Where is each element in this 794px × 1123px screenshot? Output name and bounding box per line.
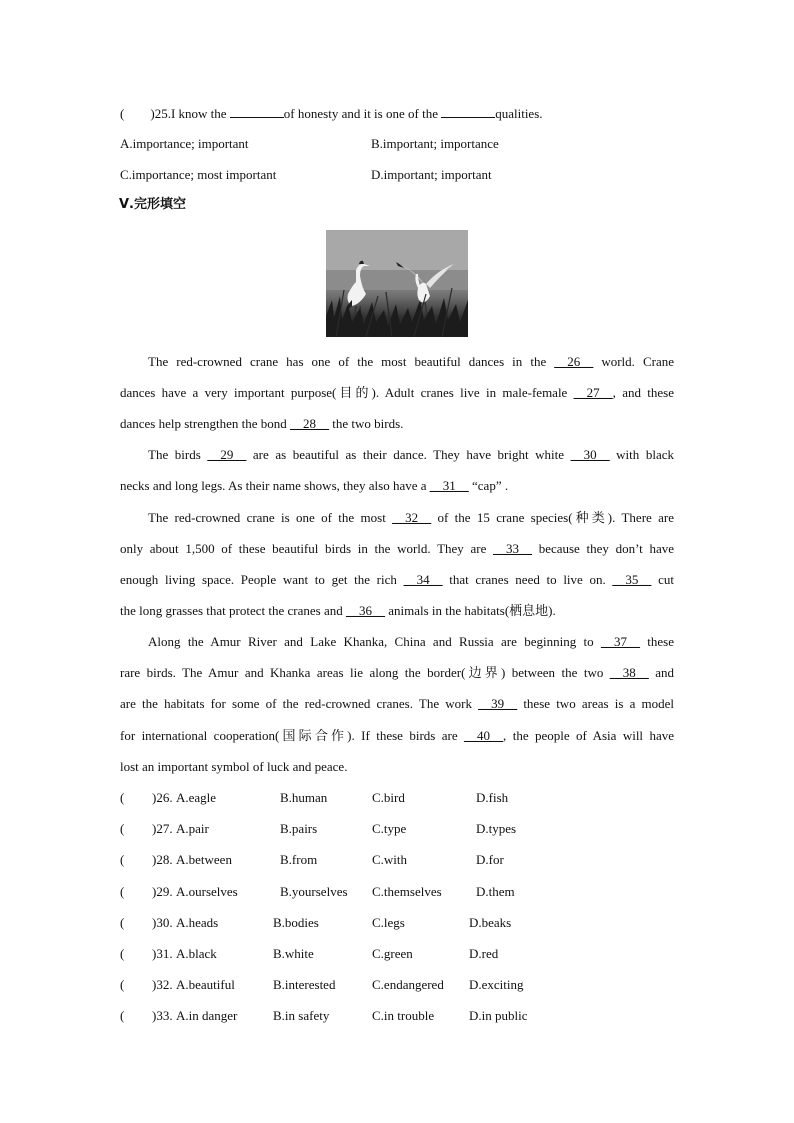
option-c[interactable]: C.themselves (372, 884, 442, 899)
passage-line-4 (148, 446, 674, 464)
passage-text: lost an important symbol of luck and peace. (120, 759, 348, 774)
passage-text: The birds (148, 447, 208, 462)
question-25 (120, 104, 674, 123)
passage-line-7 (120, 540, 674, 558)
passage-text: with black (609, 447, 674, 462)
answer-blank[interactable] (230, 104, 284, 118)
option-c[interactable]: C.endangered (372, 977, 444, 992)
passage-line-9 (120, 602, 674, 620)
question-number: )28. (152, 852, 173, 867)
passage-text: and (648, 665, 674, 680)
answer-bracket-close: ) (150, 106, 155, 121)
passage-text: because they don’t have (532, 541, 674, 556)
passage-text: that cranes need to live on. (442, 572, 613, 587)
question-text-c: qualities. (495, 106, 543, 121)
passage-text: necks and long legs. As their name shows, they also have a (120, 478, 430, 493)
passage-text: only about 1,500 of these beautiful birds in the world. They are (120, 541, 494, 556)
question-number: )33. (152, 1008, 173, 1023)
cloze-blank-39[interactable]: __39__ (478, 696, 518, 711)
option-b[interactable]: B.interested (273, 977, 336, 992)
passage-line-10 (148, 633, 674, 651)
passage-text: , and these (612, 385, 675, 400)
passage-text: are the habitats for some of the red-crowned cranes. The work (120, 696, 479, 711)
question-number: )32. (152, 977, 173, 992)
option-a[interactable]: A.eagle (176, 790, 217, 805)
cloze-blank-30[interactable]: __30__ (570, 447, 610, 462)
passage-text: cut (651, 572, 674, 587)
answer-bracket-open: ( (120, 977, 125, 992)
passage-text: these two areas is a model (517, 696, 674, 711)
passage-line-12 (120, 695, 674, 713)
cloze-blank-37[interactable]: __37__ (600, 634, 640, 649)
option-b[interactable]: B.human (280, 790, 328, 805)
passage-text: rare birds. The Amur and Khanka areas lie along the border(边界) between the two (120, 665, 610, 680)
option-a[interactable]: A.in danger (176, 1008, 238, 1023)
question-number: )27. (152, 821, 173, 836)
answer-bracket-open: ( (120, 915, 125, 930)
question-number: )26. (152, 790, 173, 805)
option-c[interactable]: C.with (372, 852, 408, 867)
answer-bracket-open: ( (120, 106, 125, 121)
passage-line-3 (120, 415, 674, 433)
passage-line-1 (148, 353, 674, 371)
passage-text: The red-crowned crane is one of the most (148, 510, 393, 525)
option-b[interactable]: B.white (273, 946, 314, 961)
option-d[interactable]: D.exciting (469, 977, 524, 992)
passage-text: animals in the habitats(栖息地). (384, 603, 556, 618)
cloze-blank-35[interactable]: __35__ (612, 572, 652, 587)
passage-line-6 (148, 509, 674, 527)
passage-line-13 (120, 727, 674, 745)
option-d[interactable]: D.fish (476, 790, 509, 805)
passage-text: of the 15 crane species(种类). There are (431, 510, 674, 525)
option-b[interactable]: B.pairs (280, 821, 318, 836)
passage-text: “cap” . (468, 478, 509, 493)
option-d[interactable]: D.red (469, 946, 499, 961)
cloze-blank-36[interactable]: __36__ (345, 603, 385, 618)
cloze-blank-32[interactable]: __32__ (392, 510, 432, 525)
cloze-blank-29[interactable]: __29__ (207, 447, 247, 462)
answer-bracket-open: ( (120, 821, 125, 836)
crane-photo-icon (326, 230, 468, 337)
cloze-blank-34[interactable]: __34__ (403, 572, 443, 587)
answer-bracket-open: ( (120, 790, 125, 805)
option-b[interactable]: B.important; importance (371, 136, 499, 151)
answer-bracket-open: ( (120, 852, 125, 867)
answer-bracket-open: ( (120, 1008, 125, 1023)
passage-text: for international cooperation(国际合作). If these birds are (120, 728, 465, 743)
question-number: )29. (152, 884, 173, 899)
cloze-blank-38[interactable]: __38__ (609, 665, 649, 680)
question-text-a: I know the (170, 106, 230, 121)
option-d[interactable]: D.for (476, 852, 504, 867)
option-a[interactable]: A.black (176, 946, 217, 961)
passage-line-11 (120, 664, 674, 682)
cloze-blank-40[interactable]: __40__ (464, 728, 504, 743)
passage-text: Along the Amur River and Lake Khanka, China and Russia are beginning to (148, 634, 601, 649)
option-a[interactable]: A.importance; important (120, 136, 249, 151)
option-b[interactable]: B.bodies (273, 915, 319, 930)
passage-text: enough living space. People want to get the rich (120, 572, 404, 587)
cloze-blank-31[interactable]: __31__ (429, 478, 469, 493)
option-a[interactable]: A.beautiful (176, 977, 235, 992)
option-d[interactable]: D.them (476, 884, 515, 899)
passage-text: dances help strengthen the bond (120, 416, 291, 431)
option-a[interactable]: A.pair (176, 821, 209, 836)
cloze-blank-28[interactable]: __28__ (290, 416, 330, 431)
passage-text: are as beautiful as their dance. They have bright white (246, 447, 571, 462)
option-b[interactable]: B.in safety (273, 1008, 330, 1023)
answer-bracket-open: ( (120, 946, 125, 961)
cloze-blank-27[interactable]: __27__ (573, 385, 613, 400)
option-c[interactable]: C.in trouble (372, 1008, 435, 1023)
answer-blank[interactable] (441, 104, 495, 118)
passage-text: dances have a very important purpose(目的). Adult cranes live in male-female (120, 385, 574, 400)
passage-line-5 (120, 477, 674, 495)
cloze-blank-26[interactable]: __26__ (554, 354, 594, 369)
passage-line-14 (120, 758, 674, 776)
passage-text: world. Crane (593, 354, 674, 369)
option-d[interactable]: D.beaks (469, 915, 512, 930)
option-c[interactable]: C.importance; most important (120, 167, 277, 182)
passage-text: , the people of Asia will have (503, 728, 674, 743)
question-number: )31. (152, 946, 173, 961)
option-d[interactable]: D.important; important (371, 167, 492, 182)
crane-photo (326, 230, 468, 337)
question-number: 25. (154, 106, 171, 121)
answer-bracket-open: ( (120, 884, 125, 899)
option-a[interactable]: A.heads (176, 915, 219, 930)
option-d[interactable]: D.in public (469, 1008, 528, 1023)
section-heading: Ⅴ.完形填空 (119, 197, 186, 212)
question-number: )30. (152, 915, 173, 930)
passage-text: these (639, 634, 674, 649)
option-b[interactable]: B.yourselves (280, 884, 348, 899)
option-a[interactable]: A.ourselves (176, 884, 238, 899)
passage-text: The red-crowned crane has one of the most beautiful dances in the (148, 354, 555, 369)
passage-text: the long grasses that protect the cranes and (120, 603, 346, 618)
option-c[interactable]: C.green (372, 946, 413, 961)
option-a[interactable]: A.between (176, 852, 232, 867)
option-c[interactable]: C.bird (372, 790, 405, 805)
cloze-blank-33[interactable]: __33__ (493, 541, 533, 556)
passage-line-2 (120, 384, 674, 402)
option-c[interactable]: C.legs (372, 915, 405, 930)
option-b[interactable]: B.from (280, 852, 318, 867)
option-d[interactable]: D.types (476, 821, 517, 836)
passage-text: the two birds. (329, 416, 404, 431)
passage-line-8 (120, 571, 674, 589)
option-c[interactable]: C.type (372, 821, 407, 836)
question-text-b: of honesty and it is one of the (283, 106, 442, 121)
